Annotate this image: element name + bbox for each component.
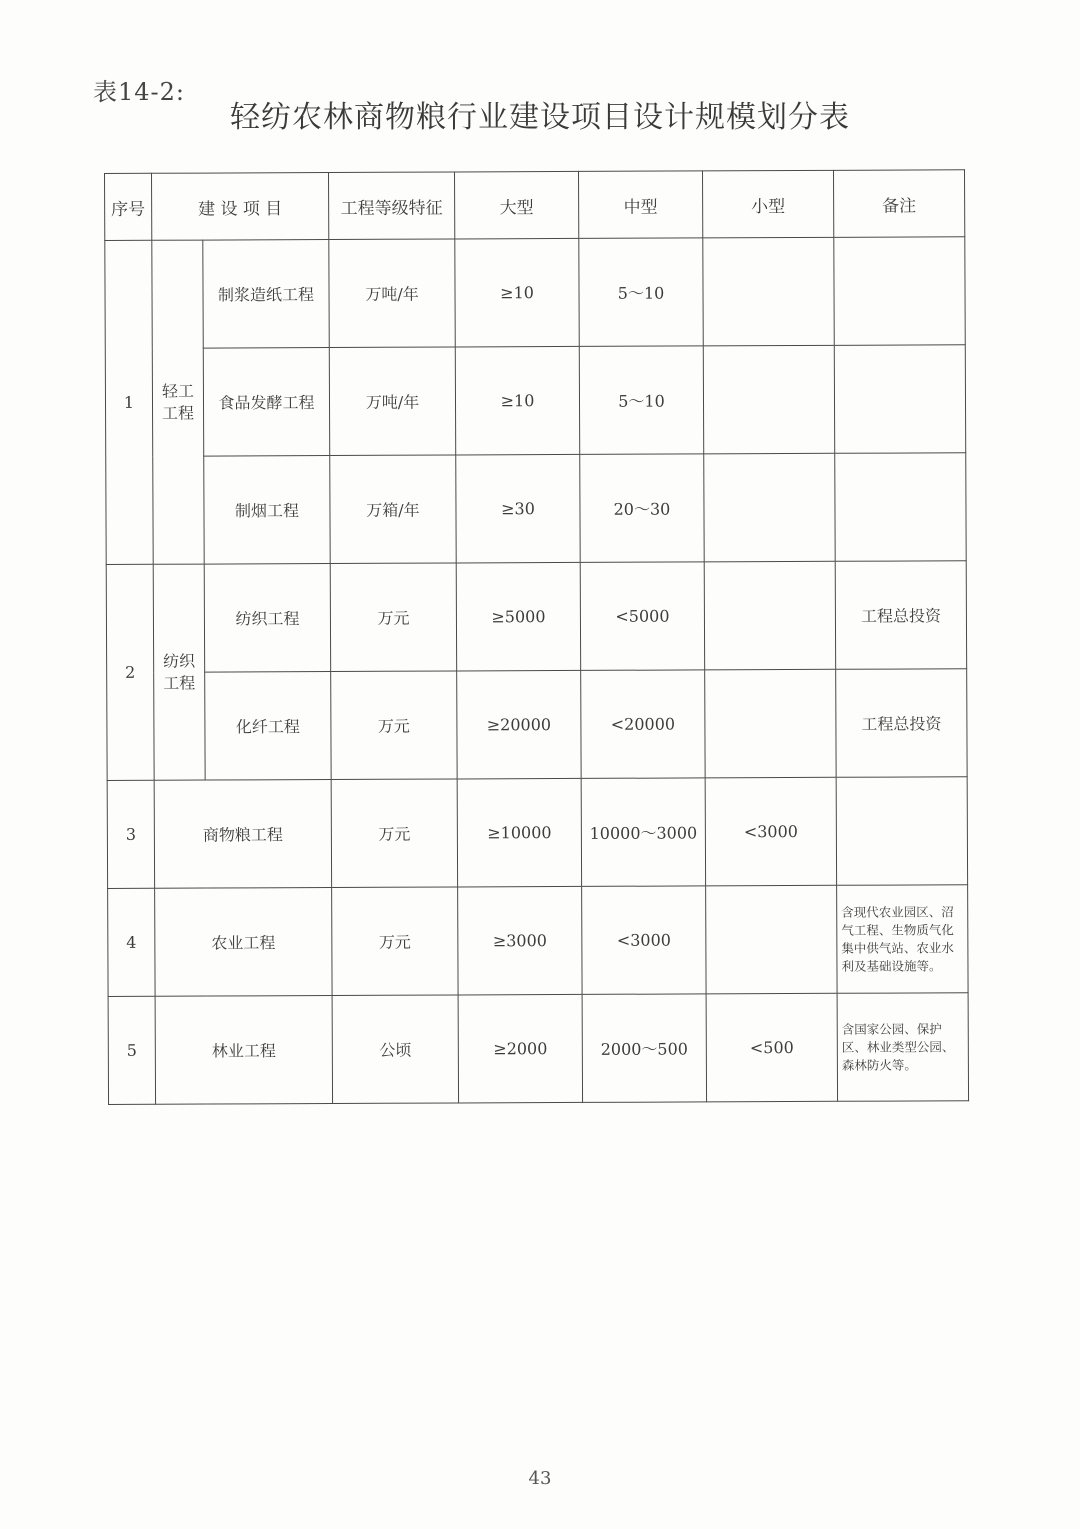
note-cell [834,237,965,346]
large-cell: ≥20000 [457,670,581,779]
design-scale-table [104,169,969,1105]
small-cell [705,669,836,778]
page-title: 轻纺农林商物粮行业建设项目设计规模划分表 [230,100,850,135]
row-number: 1 [105,240,153,564]
large-cell: ≥10000 [457,778,581,887]
table-row [107,669,967,781]
col-header-no: 序号 [105,173,152,240]
table-label: 表14-2: [93,78,186,106]
medium-cell: 5～10 [579,346,703,455]
note-cell: 工程总投资 [836,669,967,778]
note-cell [836,777,967,886]
table-row [105,345,965,457]
row-number: 2 [106,564,154,780]
large-cell: ≥3000 [458,886,582,995]
col-header-large: 大型 [454,171,578,239]
col-header-unit: 工程等级特征 [329,172,455,240]
row-number: 3 [107,780,154,888]
medium-cell: 5～10 [579,238,703,347]
large-cell: ≥5000 [456,562,580,671]
medium-cell: <20000 [581,670,705,779]
col-header-small: 小型 [702,170,833,238]
table-row [105,237,965,349]
small-cell [704,453,835,562]
small-cell [706,885,837,994]
page-number: 43 [528,1468,552,1489]
note-cell: 含现代农业园区、沼气工程、生物质气化集中供气站、农业水利及基础设施等。 [837,885,968,994]
small-cell: <500 [706,993,837,1102]
medium-cell: <3000 [582,886,706,995]
header-row [105,170,965,241]
item-cell: 化纤工程 [205,672,331,781]
table-row [106,453,966,565]
small-cell: <3000 [705,777,836,886]
item-cell: 食品发酵工程 [203,348,329,457]
table-row [108,885,968,997]
unit-cell: 万箱/年 [330,455,456,564]
item-cell: 农业工程 [155,888,332,997]
item-cell: 林业工程 [155,996,332,1105]
item-cell: 商物粮工程 [154,780,331,889]
unit-cell: 公顷 [332,995,458,1104]
large-cell: ≥10 [455,238,579,347]
col-header-note: 备注 [833,170,964,238]
item-cell: 制浆造纸工程 [203,240,329,349]
unit-cell: 万元 [332,887,458,996]
medium-cell: 10000～3000 [581,778,705,887]
medium-cell: 20～30 [580,454,704,563]
small-cell [703,237,834,346]
col-header-item: 建 设 项 目 [152,173,329,241]
medium-cell: <5000 [580,562,704,671]
medium-cell: 2000～500 [582,994,706,1103]
table-row [107,777,967,889]
table-row [108,993,968,1105]
note-cell: 工程总投资 [835,561,966,670]
item-cell: 制烟工程 [204,456,330,565]
note-cell [835,453,966,562]
large-cell: ≥30 [456,454,580,563]
category-cell: 纺织工程 [153,564,205,780]
category-cell: 轻工工程 [152,240,204,564]
unit-cell: 万元 [331,779,457,888]
unit-cell: 万元 [330,563,456,672]
col-header-medium: 中型 [578,171,702,239]
unit-cell: 万吨/年 [329,347,455,456]
large-cell: ≥10 [455,346,579,455]
row-number: 5 [108,996,155,1104]
table-row [106,561,966,673]
row-number: 4 [108,888,155,996]
small-cell [704,561,835,670]
small-cell [703,345,834,454]
unit-cell: 万吨/年 [329,239,455,348]
note-cell: 含国家公园、保护区、林业类型公园、森林防火等。 [837,993,968,1102]
large-cell: ≥2000 [458,994,582,1103]
item-cell: 纺织工程 [204,564,330,673]
unit-cell: 万元 [331,671,457,780]
note-cell [834,345,965,454]
